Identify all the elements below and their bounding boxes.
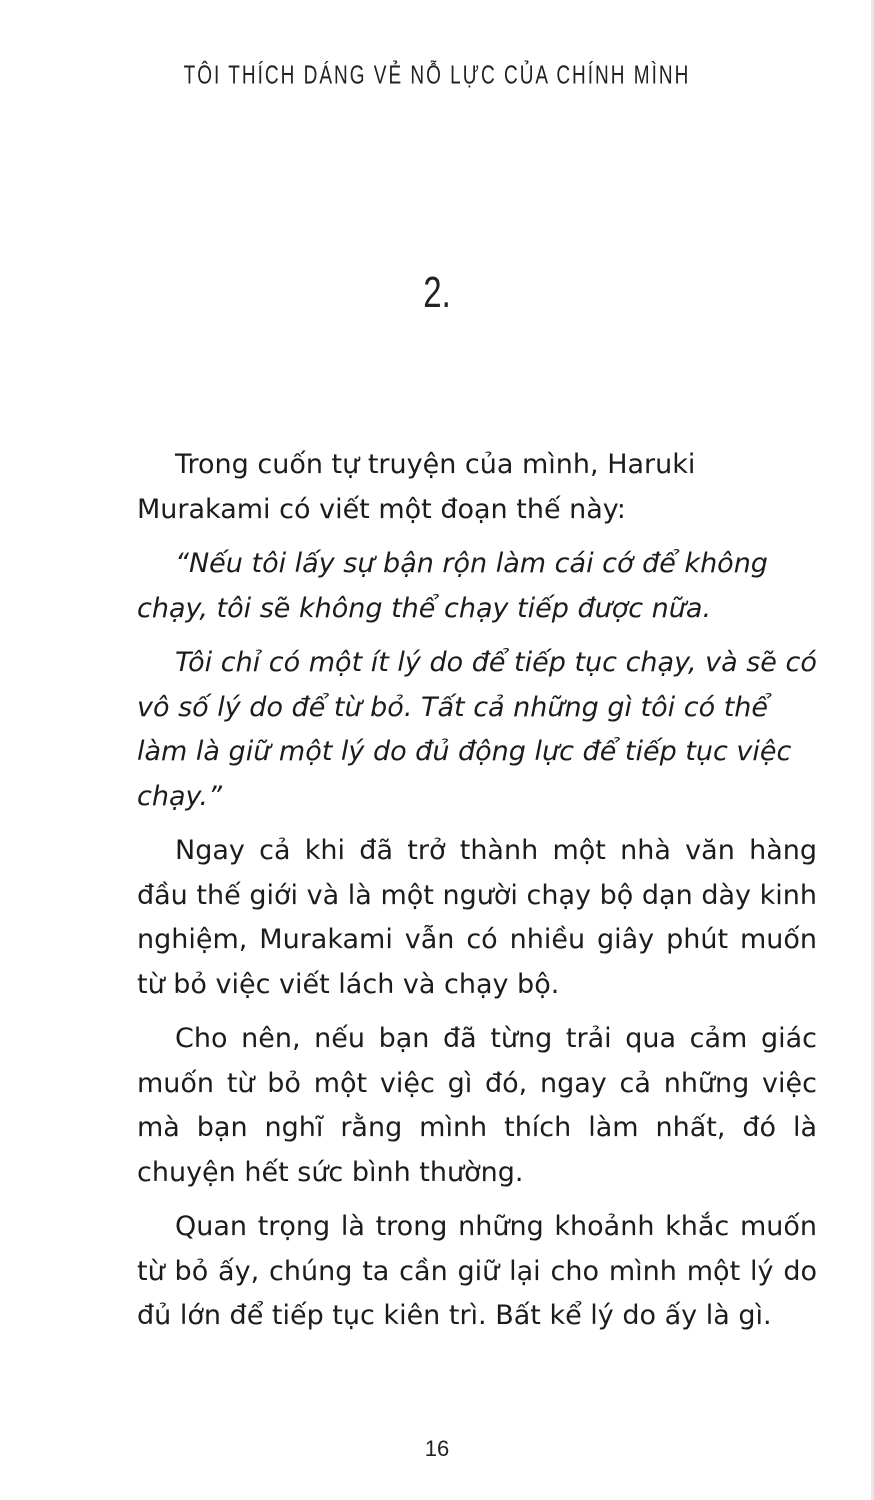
paragraph-intro: Trong cuốn tự truyện của mình, Haruki Murakami có viết một đoạn thế này: (137, 449, 696, 525)
quote-paragraph-1: “Nếu tôi lấy sự bận rộn làm cái cớ để không chạy, tôi sẽ không thể chạy tiếp được nữa. (137, 548, 768, 624)
chapter-number: 2. (423, 268, 451, 317)
paragraph-murakami: Ngay cả khi đã trở thành một nhà văn hàng đầu thế giới và là một người chạy bộ dạn dày kinh nghiệm, Murakami vẫn có nhiều giây phút muốn từ bỏ việc viết lách và chạy bộ. (137, 835, 817, 1000)
paragraph-normal: Cho nên, nếu bạn đã từng trải qua cảm giác muốn từ bỏ một việc gì đó, ngay cả những việc mà bạn nghĩ rằng mình thích làm nhất, đó là chuyện hết sức bình thường. (137, 1023, 817, 1188)
running-head: TÔI THÍCH DÁNG VẺ NỖ LỰC CỦA CHÍNH MÌNH (183, 62, 691, 91)
page-number: 16 (424, 1436, 450, 1461)
body-text (137, 443, 817, 1349)
quote-paragraph-2: Tôi chỉ có một ít lý do để tiếp tục chạy, và sẽ có vô số lý do để từ bỏ. Tất cả những gì tôi có thể làm là giữ một lý do đủ động lực để tiếp tục việc chạy.” (137, 647, 817, 812)
paragraph-reason: Quan trọng là trong những khoảnh khắc muốn từ bỏ ấy, chúng ta cần giữ lại cho mình một lý do đủ lớn để tiếp tục kiên trì. Bất kể lý do ấy là gì. (137, 1211, 817, 1331)
